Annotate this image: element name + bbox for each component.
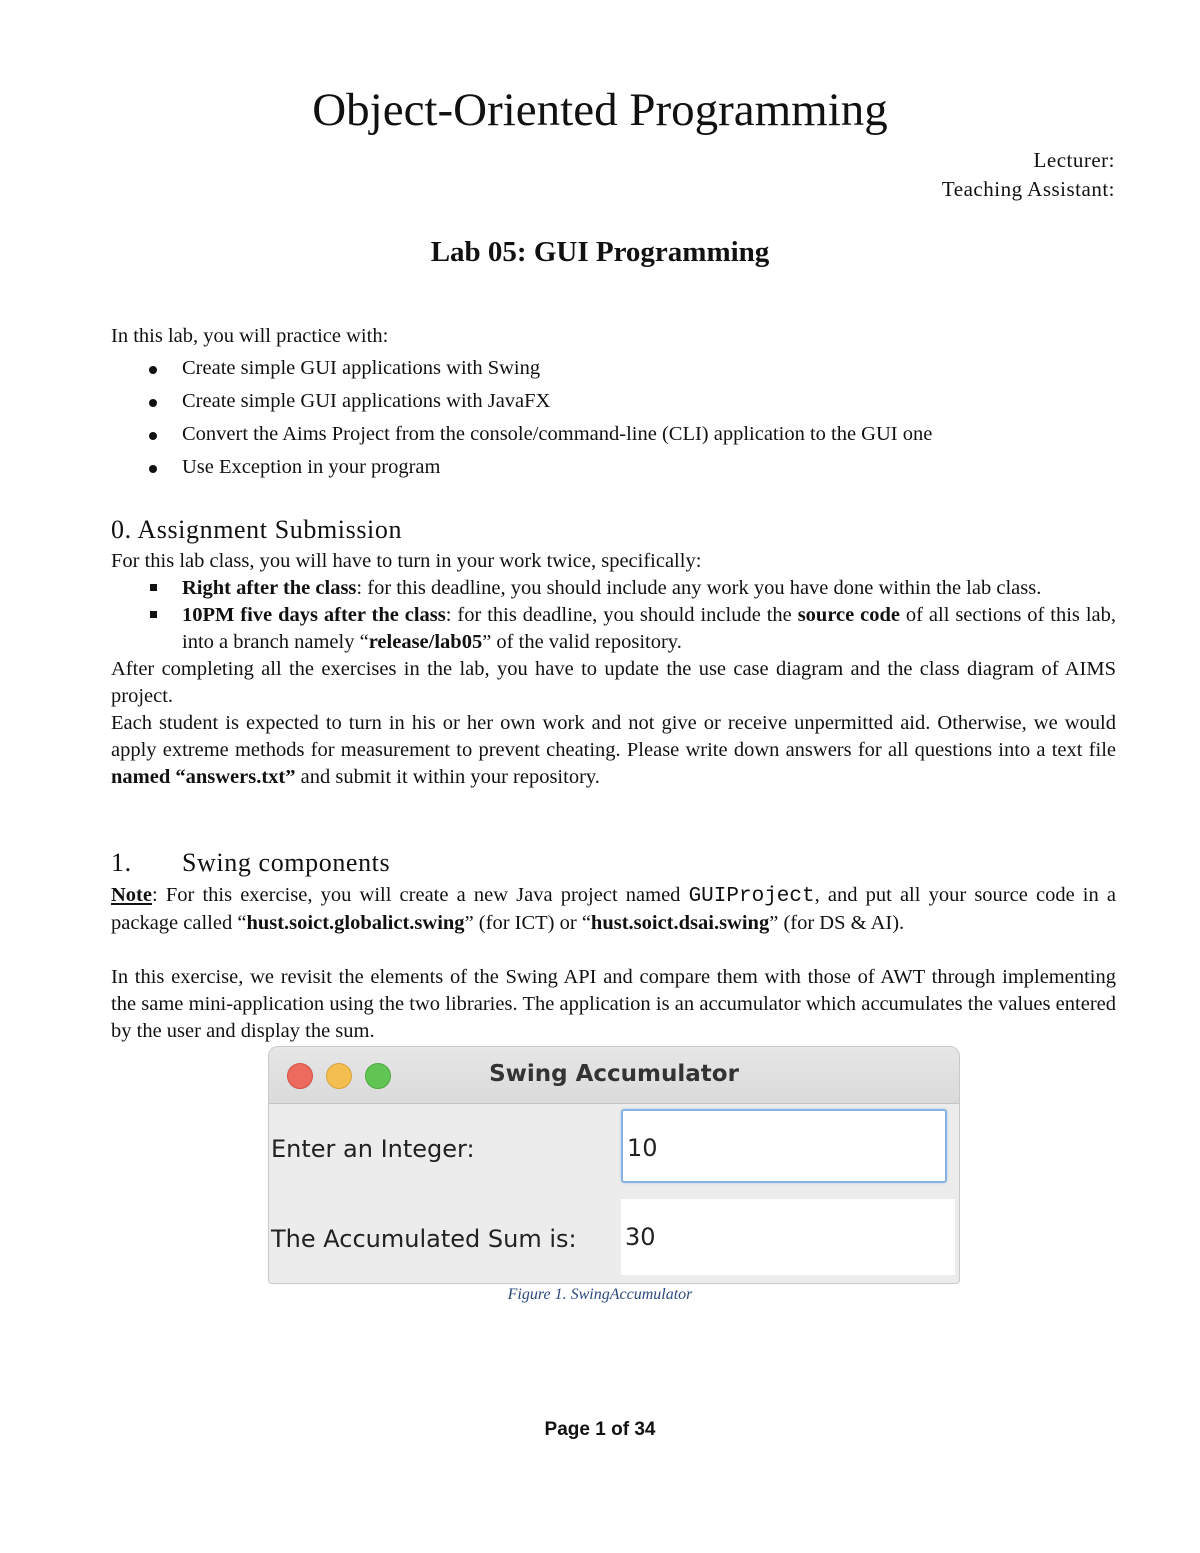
total-pages: 34 (634, 1419, 656, 1440)
window-title: Swing Accumulator (489, 1061, 739, 1087)
project-name-code: GUIProject (688, 885, 815, 908)
list-item: Use Exception in your program (111, 451, 1116, 484)
submission-section (111, 548, 1116, 791)
list-item: Create simple GUI applications with JavaFX (111, 385, 1116, 418)
submission-paragraph-honesty: Each student is expected to turn in his or her own work and not give or receive unpermitted aid. Otherwise, we would apply extreme methods for measurement to prevent cheating. Please write down answers for all questions into a text file named “answers.txt” and submit it within your repository. (111, 712, 1116, 788)
input-label: Enter an Integer: (271, 1135, 475, 1163)
swing-accumulator-screenshot (268, 1046, 960, 1284)
square-bullet-icon (150, 584, 157, 591)
sum-output-field: 30 (621, 1199, 955, 1275)
figure-caption: Figure 1. SwingAccumulator (507, 1286, 693, 1303)
list-item: Right after the class: for this deadline, you should include any work you have done within the lab class. (111, 575, 1116, 602)
note-label: Note (111, 884, 152, 906)
bullet-icon (149, 465, 157, 473)
section-heading-submission: 0. Assignment Submission (111, 515, 403, 544)
lab-title: Lab 05: GUI Programming (430, 236, 770, 268)
list-item: Create simple GUI applications with Swing (111, 352, 1116, 385)
list-item: 10PM five days after the class: for this deadline, you should include the source code of all sections of this lab, into a branch namely “release/lab05” of the valid repository. (111, 602, 1116, 656)
intro-section (111, 323, 1116, 484)
swing-section (111, 882, 1116, 1045)
integer-input-field: 10 (621, 1109, 947, 1183)
document-title: Object-Oriented Programming (312, 84, 888, 136)
list-item: Convert the Aims Project from the console/command-line (CLI) application to the GUI one (111, 418, 1116, 451)
section-heading-swing (111, 846, 390, 880)
staff-block (942, 146, 1115, 204)
section-number: 1. (111, 848, 132, 877)
sum-label: The Accumulated Sum is: (271, 1225, 577, 1253)
submission-lead: For this lab class, you will have to turn in your work twice, specifically: (111, 550, 702, 572)
bullet-icon (149, 432, 157, 440)
page-number: 1 (595, 1419, 606, 1440)
lecturer-label: Lecturer: (1033, 148, 1115, 172)
bullet-icon (149, 399, 157, 407)
square-bullet-icon (150, 611, 157, 618)
swing-intro-paragraph: In this exercise, we revisit the elements of the Swing API and compare them with those of AWT through implementing the same mini-application using the two libraries. The application is an accumulator which accumulates the values entered by the user and display the sum. (111, 966, 1116, 1042)
note-paragraph: Note: For this exercise, you will create a new Java project named GUIProject, and put all your source code in a package called “hust.soict.globalict.swing” (for ICT) or “hust.soict.dsai.swing” (for DS & AI). (111, 884, 1116, 934)
page-footer: Page 1 of 34 (544, 1419, 656, 1440)
bullet-icon (149, 366, 157, 374)
section-title: Swing components (182, 848, 391, 877)
intro-list (111, 352, 1116, 484)
submission-list (111, 575, 1116, 656)
submission-paragraph-diagrams: After completing all the exercises in the lab, you have to update the use case diagram and the class diagram of AIMS project. (111, 658, 1116, 707)
window-titlebar (269, 1047, 959, 1104)
teaching-assistant-label: Teaching Assistant: (941, 177, 1115, 201)
intro-lead: In this lab, you will practice with: (111, 325, 389, 347)
